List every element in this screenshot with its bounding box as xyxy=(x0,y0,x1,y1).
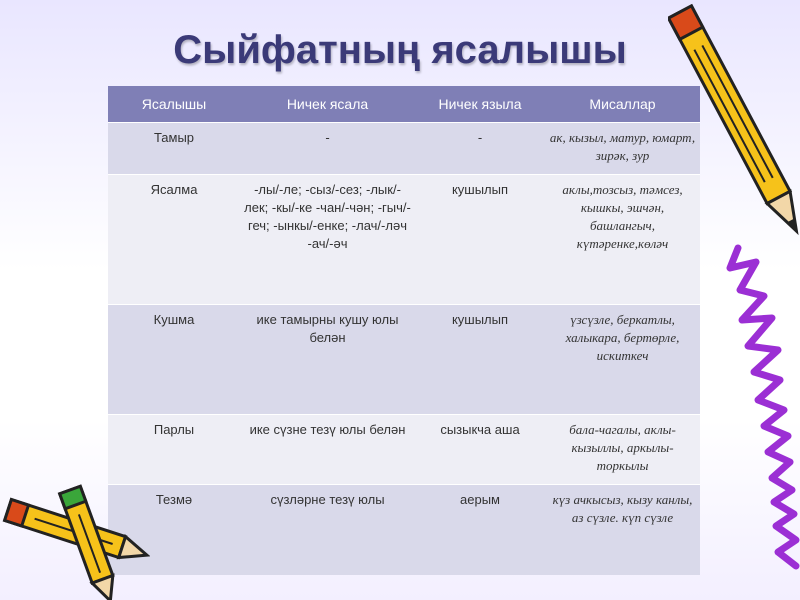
examples-cell: аклы,тозсыз, тәмсез, кышкы, эшчән, башлангыч, күтәренке,көләч xyxy=(545,175,700,305)
examples-cell: күз ачкысыз, кызу канлы, аз сүзле. күп сүзле xyxy=(545,485,700,575)
type-cell: Ясалма xyxy=(108,175,240,305)
how-cell: - xyxy=(240,123,415,175)
type-cell: Парлы xyxy=(108,415,240,485)
table-row xyxy=(108,485,700,575)
type-cell: Тамыр xyxy=(108,123,240,175)
word-formation-table xyxy=(108,86,700,575)
examples-cell: үзсүзле, беркатлы, халыкара, бертөрле, искиткеч xyxy=(545,305,700,415)
writing-cell: аерым xyxy=(415,485,545,575)
column-header: Ничек ясала xyxy=(240,86,415,123)
writing-cell: кушылып xyxy=(415,305,545,415)
writing-cell: кушылып xyxy=(415,175,545,305)
type-cell: Тезмә xyxy=(108,485,240,575)
writing-cell: сызыкча аша xyxy=(415,415,545,485)
pencils-icon xyxy=(0,470,150,600)
writing-cell: - xyxy=(415,123,545,175)
type-cell: Кушма xyxy=(108,305,240,415)
how-cell: ике сүзне тезү юлы белән xyxy=(240,415,415,485)
how-cell: сүзләрне тезү юлы xyxy=(240,485,415,575)
column-header: Ничек язылa xyxy=(415,86,545,123)
page-title: Сыйфатның ясалышы xyxy=(173,28,627,72)
column-header: Мисаллар xyxy=(545,86,700,123)
table-row xyxy=(108,305,700,415)
examples-cell: бала-чагалы, аклы-кызыллы, аркылы-торкылы xyxy=(545,415,700,485)
examples-cell: ак, кызыл, матур, юмарт, зирәк, зур xyxy=(545,123,700,175)
how-cell: ике тамырны кушу юлы белән xyxy=(240,305,415,415)
table-row xyxy=(108,175,700,305)
how-cell: -лы/-ле; -сыз/-сез; -лык/-лек; -кы/-ке -чан/-чән; -гыч/-геч; -ынкы/-енке; -лач/-ләч -ач/-әч xyxy=(240,175,415,305)
column-header: Ясалышы xyxy=(108,86,240,123)
table-header-row xyxy=(108,86,700,123)
pencil-icon xyxy=(668,0,800,600)
table-row xyxy=(108,123,700,175)
table-row xyxy=(108,415,700,485)
